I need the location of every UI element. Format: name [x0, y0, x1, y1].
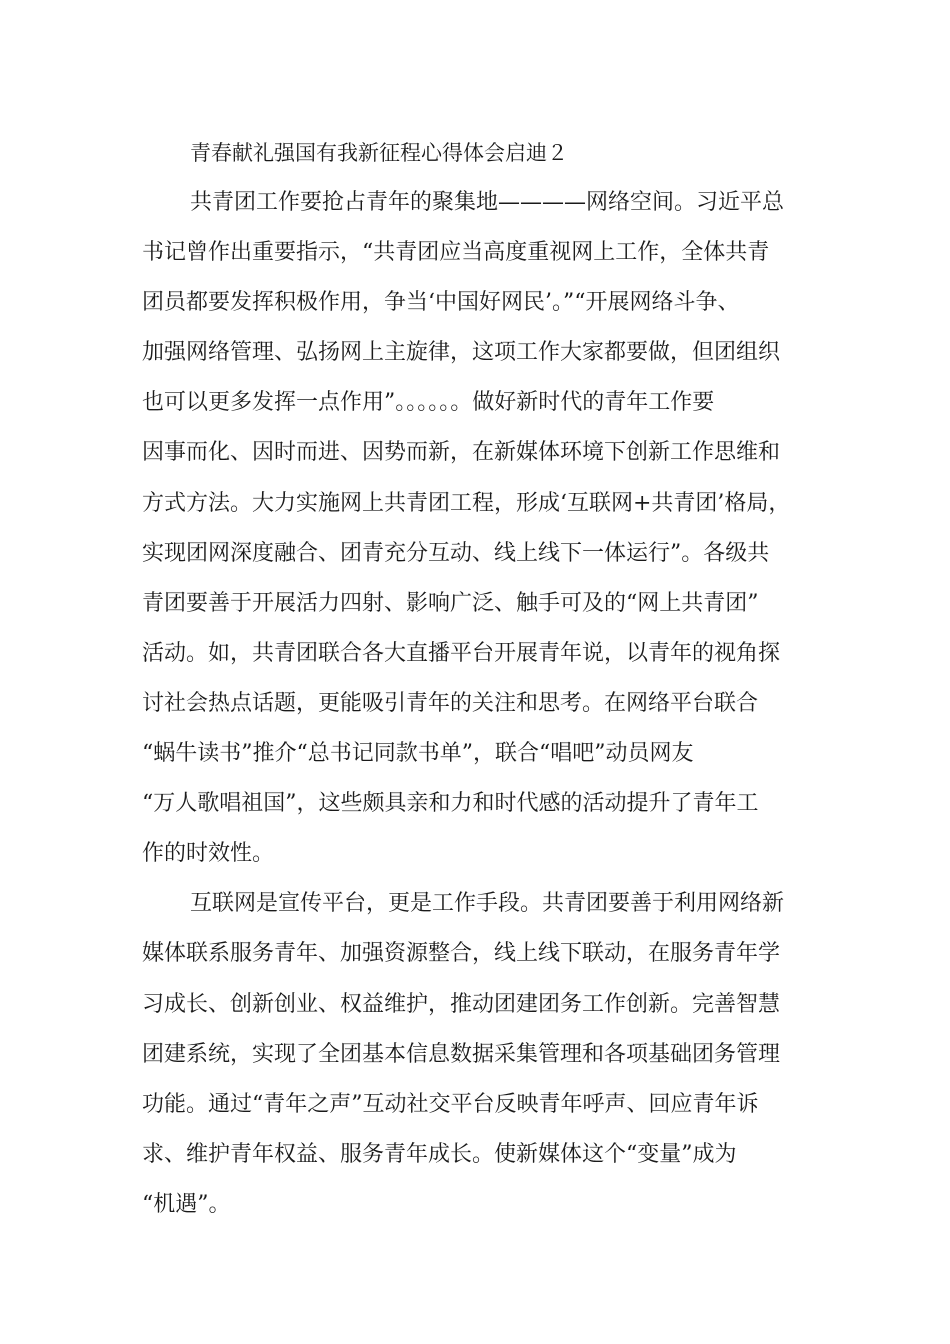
- paragraph-line: 加强网络管理、弘扬网上主旋律，这项工作大家都要做，但团组织: [142, 340, 781, 366]
- document-body: [142, 128, 822, 1230]
- paragraph-line: 互联网是宣传平台，更是工作手段。共青团要善于利用网络新: [190, 891, 785, 917]
- paragraph-line: 讨社会热点话题，更能吸引青年的关注和思考。在网络平台联合: [142, 690, 759, 716]
- paragraph-line: 习成长、创新创业、权益维护，推动团建团务工作创新。完善智慧: [142, 991, 781, 1017]
- paragraph-line: 也可以更多发挥一点作用”。。。。。。做好新时代的青年工作要: [142, 390, 715, 416]
- paragraph-2: [142, 879, 822, 1230]
- paragraph-line: 实现团网深度融合、团青充分互动、线上线下一体运行”。各级共: [142, 540, 770, 566]
- paragraph-line: 团员都要发挥积极作用，争当‘中国好网民’。”“开展网络斗争、: [142, 290, 740, 316]
- paragraph-1: [142, 178, 822, 879]
- paragraph-line: 作的时效性。: [142, 841, 275, 867]
- paragraph-line: 共青团工作要抢占青年的聚集地————网络空间。习近平总: [190, 190, 785, 215]
- paragraph-line: “蜗牛读书”推介“总书记同款书单”，联合“唱吧”动员网友: [142, 741, 694, 767]
- paragraph-line: 团建系统，实现了全团基本信息数据采集管理和各项基础团务管理: [142, 1041, 781, 1067]
- paragraph-line: 活动。如，共青团联合各大直播平台开展青年说，以青年的视角探: [142, 640, 781, 666]
- paragraph-line: 因事而化、因时而进、因势而新，在新媒体环境下创新工作思维和: [142, 440, 781, 466]
- paragraph-line: “万人歌唱祖国”，这些颇具亲和力和时代感的活动提升了青年工: [142, 791, 759, 817]
- paragraph-line: 求、维护青年权益、服务青年成长。使新媒体这个“变量”成为: [142, 1141, 737, 1167]
- paragraph-line: “机遇”。: [142, 1191, 231, 1217]
- paragraph-line: 方式方法。大力实施网上共青团工程，形成‘互联网+共青团’格局，: [142, 490, 791, 516]
- paragraph-line: 功能。通过“青年之声”互动社交平台反映青年呼声、回应青年诉: [142, 1091, 759, 1117]
- document-title: 青春献礼强国有我新征程心得体会启迪２: [190, 141, 568, 165]
- paragraph-line: 青团要善于开展活力四射、影响广泛、触手可及的“网上共青团”: [142, 590, 759, 616]
- paragraph-line: 书记曾作出重要指示，“共青团应当高度重视网上工作，全体共青: [142, 240, 770, 266]
- paragraph-line: 媒体联系服务青年、加强资源整合，线上线下联动，在服务青年学: [142, 941, 781, 967]
